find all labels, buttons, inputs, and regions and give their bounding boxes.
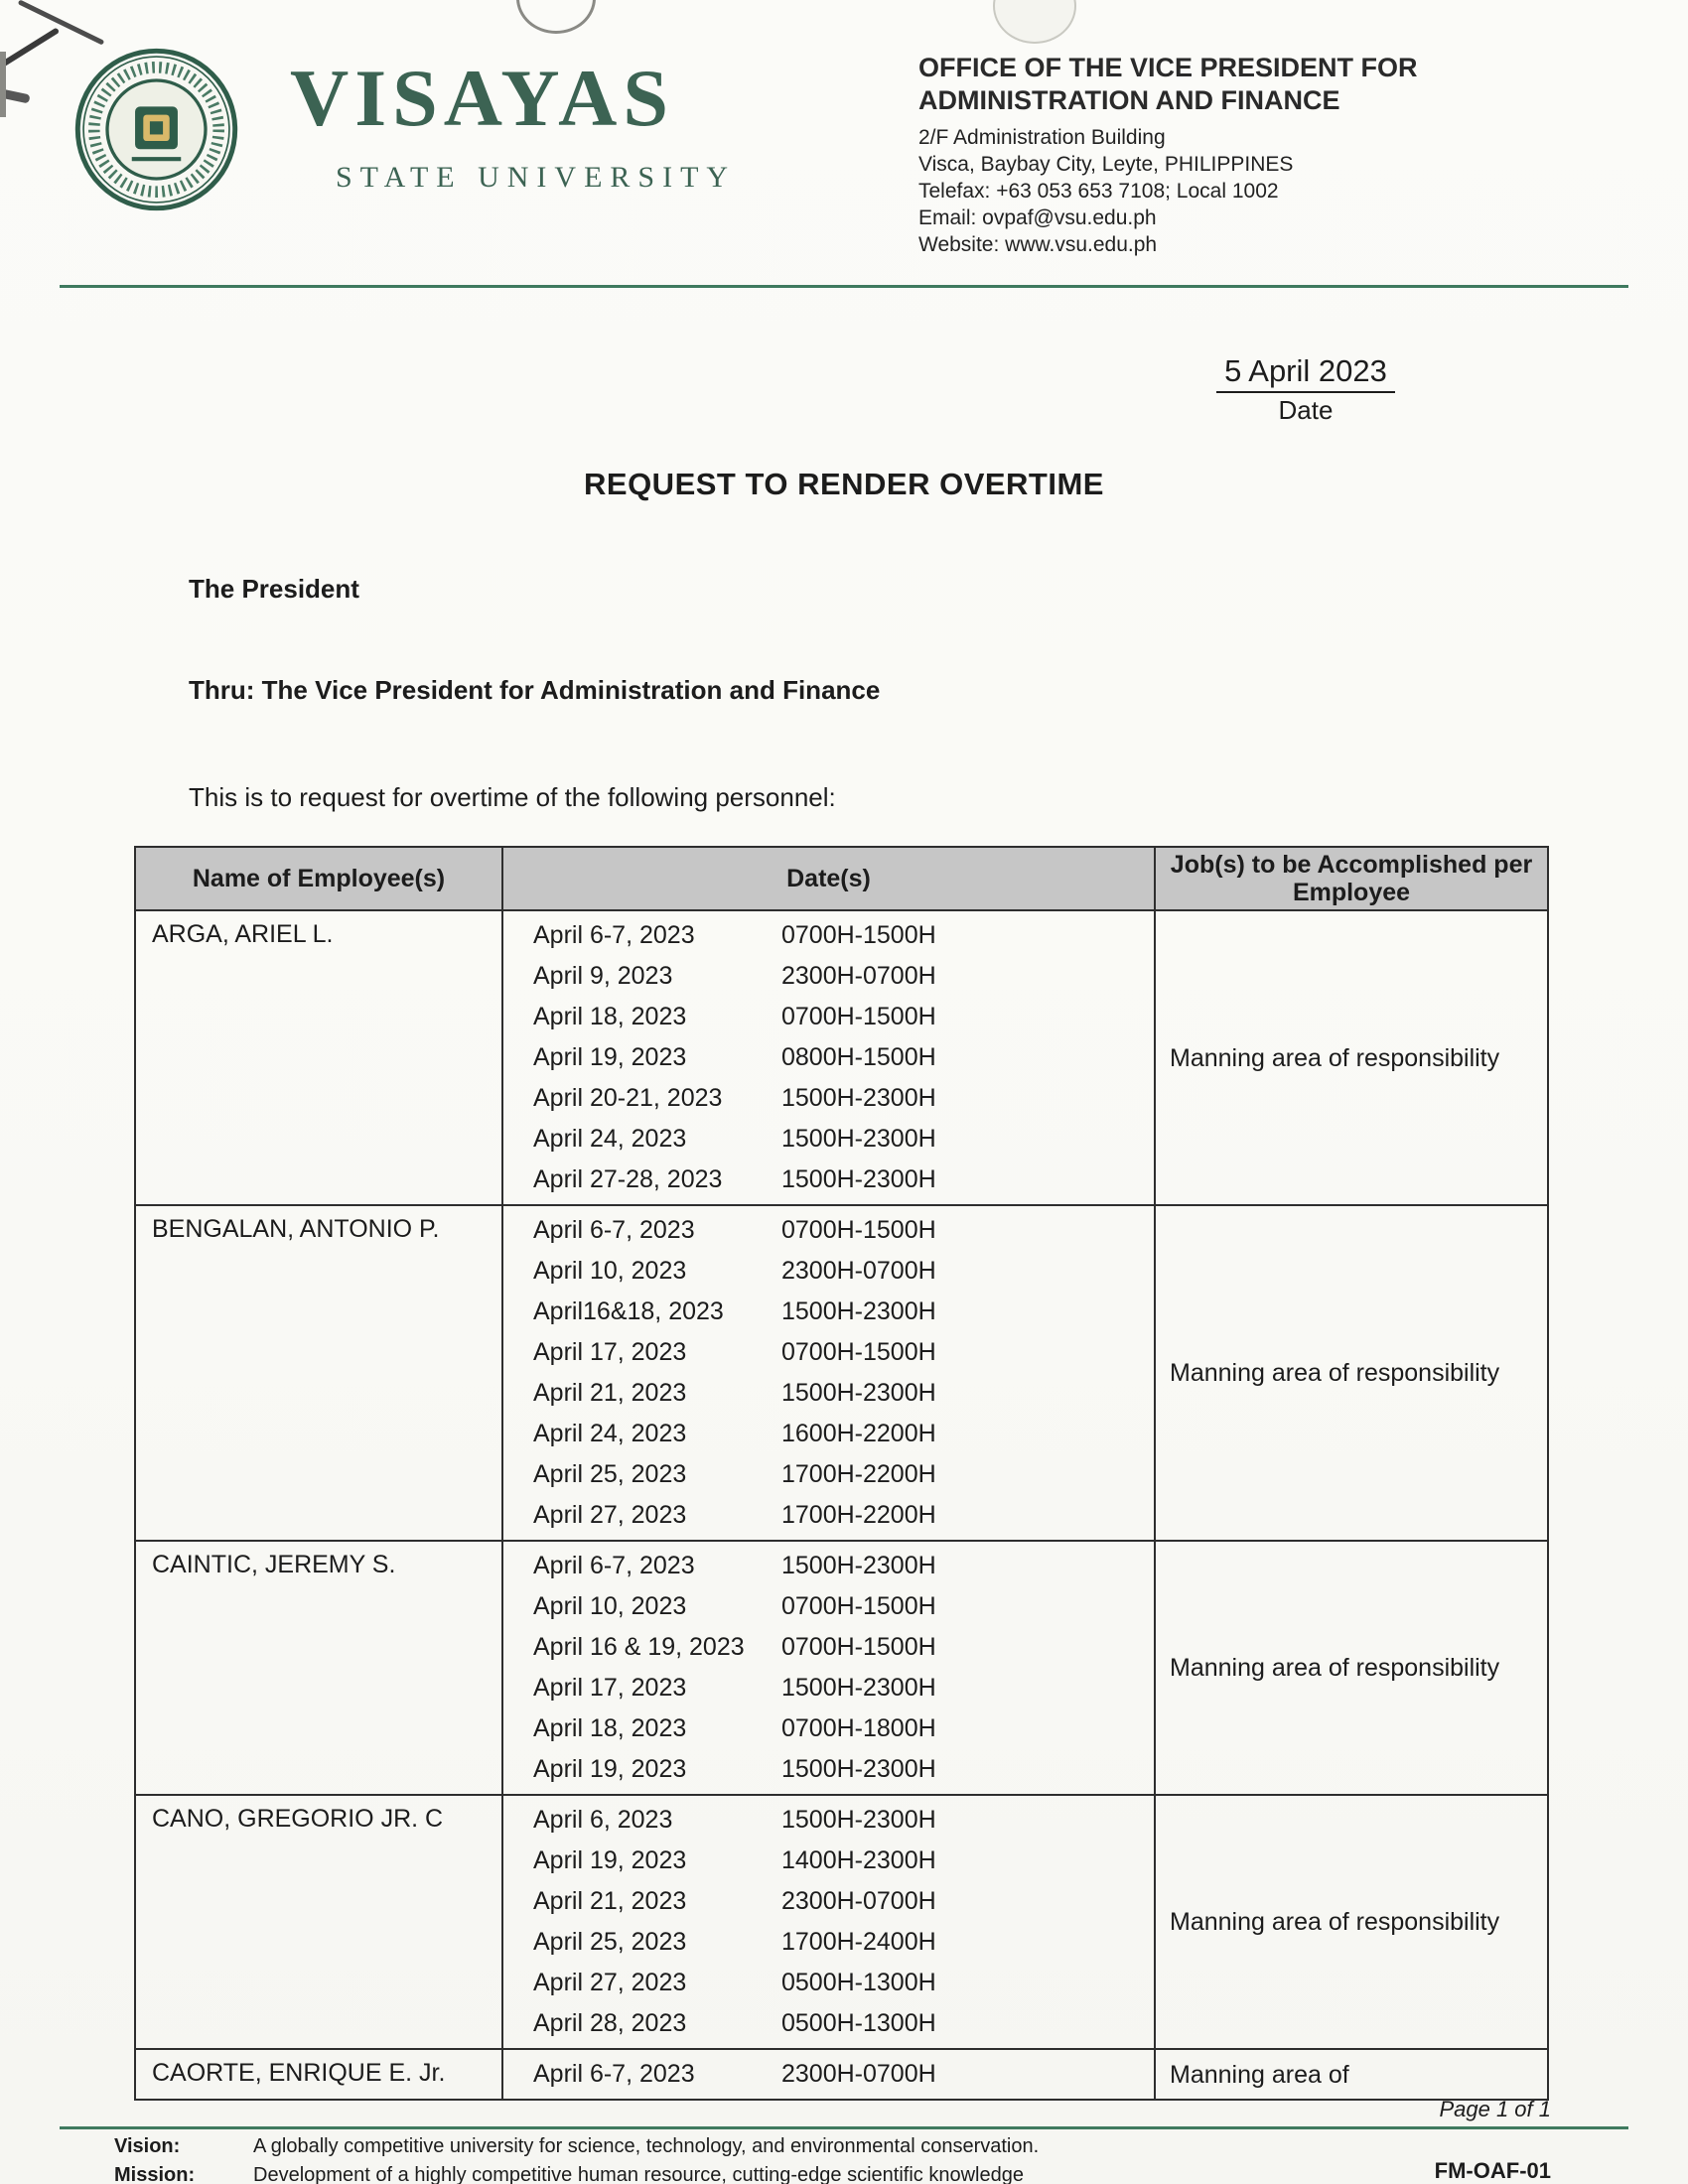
date-entry xyxy=(533,1454,1154,1495)
date-entry xyxy=(533,997,1154,1037)
time-range: 1500H-2300H xyxy=(781,1552,936,1579)
date-entry xyxy=(533,1627,1154,1668)
date-entry xyxy=(533,1749,1154,1790)
time-range: 0700H-1500H xyxy=(781,1633,936,1661)
date-value: April 6-7, 2023 xyxy=(533,1216,695,1244)
time-range: 1500H-2300H xyxy=(781,1297,936,1325)
date-value: April 20-21, 2023 xyxy=(533,1084,723,1112)
time-range: 0500H-1300H xyxy=(781,1969,936,1996)
date-value: April 27, 2023 xyxy=(533,1501,687,1529)
time-range: 1700H-2200H xyxy=(781,1501,936,1529)
scan-artifact-pen-mark xyxy=(18,0,105,46)
date-value: April 16 & 19, 2023 xyxy=(533,1633,745,1661)
table-row xyxy=(135,2049,1548,2100)
date-entry xyxy=(533,1332,1154,1373)
date-value: April 18, 2023 xyxy=(533,1003,687,1030)
date-entry xyxy=(533,1495,1154,1536)
date-block xyxy=(1137,353,1475,426)
date-value: April 24, 2023 xyxy=(533,1125,687,1153)
date-value: April 25, 2023 xyxy=(533,1460,687,1488)
date-entry xyxy=(533,1546,1154,1586)
date-entry xyxy=(533,1373,1154,1414)
scan-artifact-edge xyxy=(0,52,6,117)
date-value: April 21, 2023 xyxy=(533,1379,687,1407)
table-row xyxy=(135,1205,1548,1541)
time-range: 2300H-0700H xyxy=(781,2060,936,2088)
time-range: 2300H-0700H xyxy=(781,962,936,990)
date-value: April 27, 2023 xyxy=(533,1969,687,1996)
employee-job: Manning area of responsibility xyxy=(1155,1795,1548,2049)
employee-job: Manning area of responsibility xyxy=(1155,910,1548,1205)
date-value: April 6-7, 2023 xyxy=(533,1552,695,1579)
date-entry xyxy=(533,2054,1154,2095)
thru-line: Thru: The Vice President for Administration and Finance xyxy=(189,675,881,705)
date-value: April 19, 2023 xyxy=(533,1755,687,1783)
date-entry xyxy=(533,1251,1154,1292)
time-range: 1400H-2300H xyxy=(781,1846,936,1874)
form-code: FM-OAF-01 xyxy=(1434,2158,1551,2183)
employee-dates xyxy=(502,2049,1155,2100)
time-range: 1500H-2300H xyxy=(781,1084,936,1112)
vsu-seal-logo xyxy=(74,48,238,211)
table-row xyxy=(135,1541,1548,1795)
date-value: April 6-7, 2023 xyxy=(533,921,695,949)
date-value: April16&18, 2023 xyxy=(533,1297,724,1325)
column-header-job: Job(s) to be Accomplished per Employee xyxy=(1155,847,1548,910)
time-range: 2300H-0700H xyxy=(781,1257,936,1285)
date-entry xyxy=(533,1841,1154,1881)
date-entry xyxy=(533,1881,1154,1922)
vision-text: A globally competitive university for science, technology, and environmental conservation. xyxy=(253,2135,1040,2157)
time-range: 1500H-2300H xyxy=(781,1806,936,1834)
time-range: 0700H-1500H xyxy=(781,921,936,949)
employee-dates xyxy=(502,1205,1155,1541)
scan-artifact-pen-mark xyxy=(0,88,31,104)
date-value: April 10, 2023 xyxy=(533,1592,687,1620)
date-value: April 6, 2023 xyxy=(533,1806,673,1834)
column-header-name: Name of Employee(s) xyxy=(135,847,502,910)
mission-label: Mission: xyxy=(114,2164,196,2184)
header-divider-rule xyxy=(60,285,1628,288)
date-entry xyxy=(533,1210,1154,1251)
date-value: April 28, 2023 xyxy=(533,2009,687,2037)
date-entry xyxy=(533,2003,1154,2044)
date-value: April 18, 2023 xyxy=(533,1714,687,1742)
date-entry xyxy=(533,1160,1154,1200)
scan-artifact-pen-mark xyxy=(0,27,60,69)
table-header-row xyxy=(135,847,1548,910)
scan-artifact-punch-hole xyxy=(516,0,596,34)
date-value: April 19, 2023 xyxy=(533,1043,687,1071)
employee-name: CANO, GREGORIO JR. C xyxy=(135,1795,502,2049)
date-entry xyxy=(533,1922,1154,1963)
office-telefax: Telefax: +63 053 653 7108; Local 1002 xyxy=(918,180,1279,203)
office-email: Email: ovpaf@vsu.edu.ph xyxy=(918,206,1157,229)
office-website: Website: www.vsu.edu.ph xyxy=(918,233,1158,256)
recipient-line: The President xyxy=(189,574,359,604)
table-row xyxy=(135,910,1548,1205)
overtime-table-body xyxy=(135,910,1548,2100)
scan-artifact-punch-hole xyxy=(995,0,1074,42)
university-name: VISAYAS xyxy=(290,53,674,143)
employee-dates xyxy=(502,1795,1155,2049)
time-range: 0700H-1500H xyxy=(781,1592,936,1620)
footer-divider-rule xyxy=(60,2126,1628,2129)
office-contact-info xyxy=(918,124,1475,258)
time-range: 0700H-1500H xyxy=(781,1338,936,1366)
date-entry xyxy=(533,1078,1154,1119)
date-entry xyxy=(533,1708,1154,1749)
date-entry xyxy=(533,1414,1154,1454)
office-title-line2: ADMINISTRATION AND FINANCE xyxy=(918,85,1340,115)
employee-job: Manning area of xyxy=(1155,2049,1548,2100)
date-value: April 9, 2023 xyxy=(533,962,673,990)
date-value: April 17, 2023 xyxy=(533,1674,687,1702)
date-entry xyxy=(533,1668,1154,1708)
mission-row xyxy=(114,2164,1024,2184)
time-range: 1500H-2300H xyxy=(781,1125,936,1153)
mission-text: Development of a highly competitive human resource, cutting-edge scientific knowledge xyxy=(253,2164,1024,2184)
office-address-line1: 2/F Administration Building xyxy=(918,126,1166,149)
time-range: 1600H-2200H xyxy=(781,1420,936,1447)
time-range: 1500H-2300H xyxy=(781,1165,936,1193)
employee-job: Manning area of responsibility xyxy=(1155,1541,1548,1795)
employee-dates xyxy=(502,1541,1155,1795)
date-entry xyxy=(533,1586,1154,1627)
date-entry xyxy=(533,915,1154,956)
time-range: 1700H-2200H xyxy=(781,1460,936,1488)
date-value: 5 April 2023 xyxy=(1216,353,1395,393)
employee-name: BENGALAN, ANTONIO P. xyxy=(135,1205,502,1541)
time-range: 0800H-1500H xyxy=(781,1043,936,1071)
time-range: 0700H-1500H xyxy=(781,1216,936,1244)
date-entry xyxy=(533,1119,1154,1160)
office-address-line2: Visca, Baybay City, Leyte, PHILIPPINES xyxy=(918,153,1294,176)
time-range: 1700H-2400H xyxy=(781,1928,936,1956)
employee-name: CAINTIC, JEREMY S. xyxy=(135,1541,502,1795)
vision-label: Vision: xyxy=(114,2135,181,2157)
date-value: April 10, 2023 xyxy=(533,1257,687,1285)
time-range: 0500H-1300H xyxy=(781,2009,936,2037)
date-value: April 17, 2023 xyxy=(533,1338,687,1366)
time-range: 2300H-0700H xyxy=(781,1887,936,1915)
office-letterhead-block xyxy=(918,52,1475,258)
overtime-table xyxy=(134,846,1549,2101)
employee-name: CAORTE, ENRIQUE E. Jr. xyxy=(135,2049,502,2100)
time-range: 0700H-1500H xyxy=(781,1003,936,1030)
date-entry xyxy=(533,1292,1154,1332)
date-value: April 21, 2023 xyxy=(533,1887,687,1915)
time-range: 1500H-2300H xyxy=(781,1755,936,1783)
university-subtitle: STATE UNIVERSITY xyxy=(336,161,737,194)
office-title-line1: OFFICE OF THE VICE PRESIDENT FOR xyxy=(918,53,1418,82)
employee-name: ARGA, ARIEL L. xyxy=(135,910,502,1205)
page-number: Page 1 of 1 xyxy=(1439,2097,1551,2121)
date-value: April 24, 2023 xyxy=(533,1420,687,1447)
date-entry xyxy=(533,1800,1154,1841)
date-value: April 25, 2023 xyxy=(533,1928,687,1956)
date-value: April 27-28, 2023 xyxy=(533,1165,723,1193)
date-value: April 6-7, 2023 xyxy=(533,2060,695,2088)
time-range: 1500H-2300H xyxy=(781,1674,936,1702)
vsu-seal-graphic xyxy=(74,48,238,211)
table-row xyxy=(135,1795,1548,2049)
time-range: 0700H-1800H xyxy=(781,1714,936,1742)
date-value: April 19, 2023 xyxy=(533,1846,687,1874)
date-entry xyxy=(533,1037,1154,1078)
page-title: REQUEST TO RENDER OVERTIME xyxy=(584,467,1104,501)
intro-paragraph: This is to request for overtime of the following personnel: xyxy=(189,782,836,812)
column-header-dates: Date(s) xyxy=(502,847,1155,910)
time-range: 1500H-2300H xyxy=(781,1379,936,1407)
date-entry xyxy=(533,956,1154,997)
vision-row xyxy=(114,2135,1039,2158)
employee-job: Manning area of responsibility xyxy=(1155,1205,1548,1541)
date-label: Date xyxy=(1278,395,1334,425)
employee-dates xyxy=(502,910,1155,1205)
date-entry xyxy=(533,1963,1154,2003)
